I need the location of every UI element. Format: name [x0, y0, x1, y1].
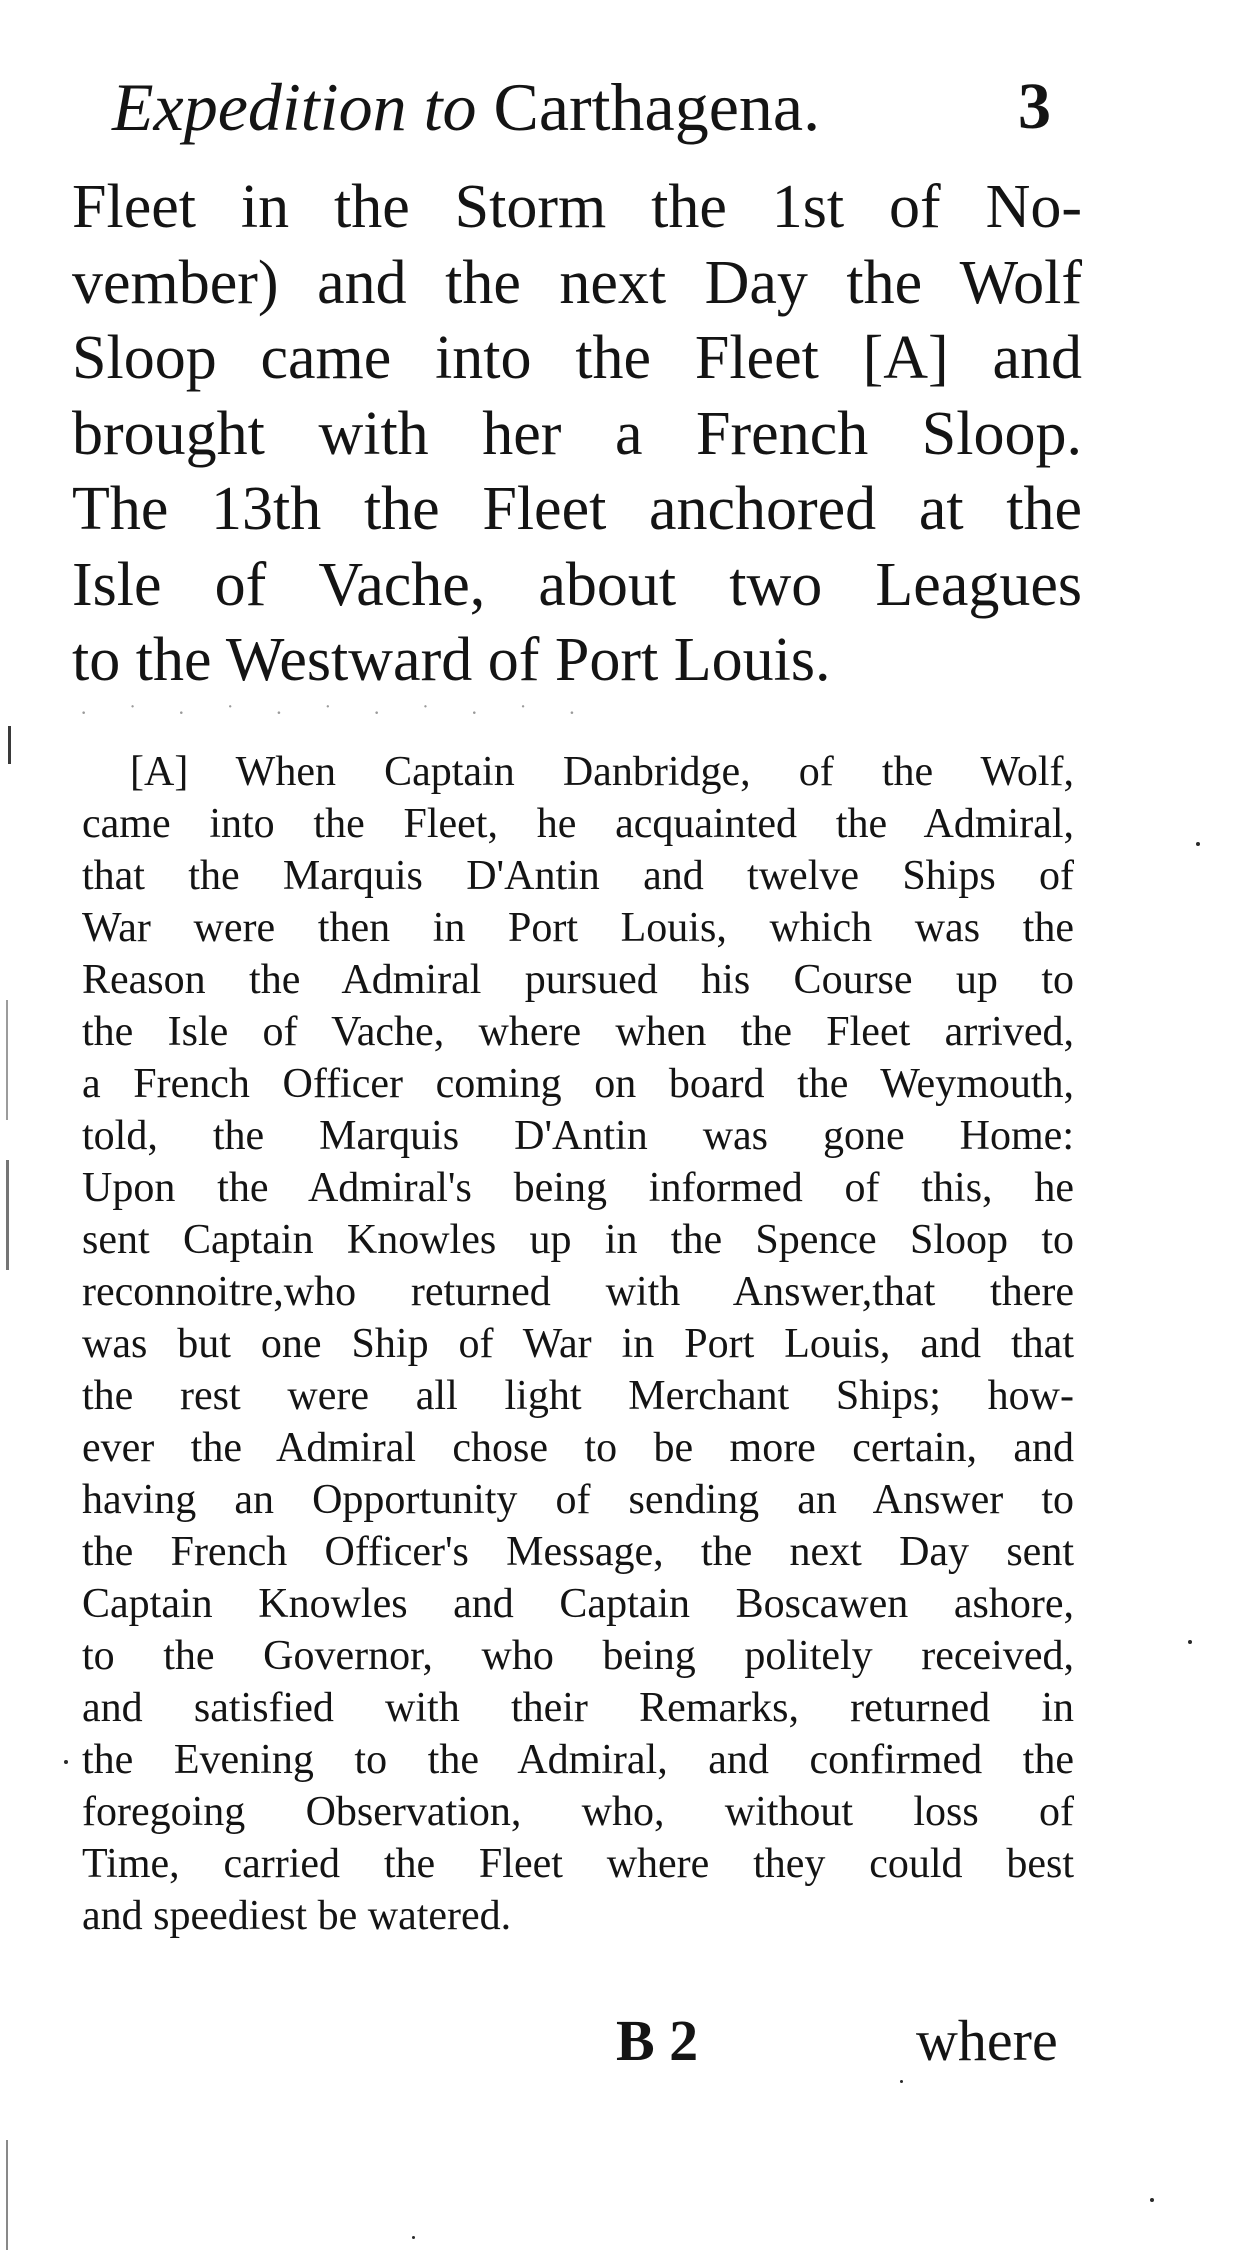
footnote-line: was but one Ship of War in Port Louis, and that [82, 1321, 1074, 1367]
margin-scan-mark [8, 726, 11, 764]
body-line: brought with her a French Sloop. [72, 399, 1082, 468]
footnote-line: Reason the Admiral pursued his Course up to [82, 957, 1074, 1003]
footnote-line: and satisfied with their Remarks, returned in [82, 1685, 1074, 1731]
margin-scan-mark [6, 2140, 8, 2250]
signature-mark: B 2 [616, 2008, 699, 2073]
footnote-line: reconnoitre,who returned with Answer,that there [82, 1269, 1074, 1315]
running-head-roman: Carthagena. [493, 69, 821, 145]
body-line: Sloop came into the Fleet [A] and [72, 324, 1082, 392]
footnote-line: War were then in Port Louis, which was the [82, 905, 1074, 951]
margin-scan-mark [6, 1160, 9, 1270]
print-bleed-dots: · ˙ · ˙ · ˙ · ˙ · ˙ · [80, 700, 594, 720]
running-head-italic: Expedition to [112, 69, 477, 145]
footnote-line: that the Marquis D'Antin and twelve Ships of [82, 853, 1074, 899]
footnote-line: came into the Fleet, he acquainted the Admiral, [82, 801, 1074, 847]
footnote-line: and speediest be watered. [82, 1893, 512, 1939]
footnote-line: told, the Marquis D'Antin was gone Home: [82, 1113, 1074, 1159]
body-line: Fleet in the Storm the 1st of No- [72, 173, 1082, 241]
body-line: vember) and the next Day the Wolf [72, 248, 1082, 317]
body-line: The 13th the Fleet anchored at the [72, 475, 1082, 543]
footnote-line: ever the Admiral chose to be more certain, and [82, 1425, 1074, 1471]
footnote [82, 746, 1074, 1942]
footnote-line: the Isle of Vache, where when the Fleet arrived, [82, 1009, 1074, 1055]
footnote-line: foregoing Observation, who, without loss of [82, 1789, 1074, 1835]
body-line: to the Westward of Port Louis. [72, 626, 831, 694]
footnote-line: the rest were all light Merchant Ships; how- [82, 1373, 1074, 1419]
body-line: Isle of Vache, about two Leagues [72, 550, 1082, 619]
footnote-line: [A] When Captain Danbridge, of the Wolf, [130, 749, 1074, 795]
footnote-line: the French Officer's Message, the next Day sent [82, 1529, 1074, 1575]
footnote-line: Upon the Admiral's being informed of this, he [82, 1165, 1074, 1211]
footnote-line: a French Officer coming on board the Weymouth, [82, 1061, 1074, 1107]
footnote-line: Time, carried the Fleet where they could best [82, 1841, 1074, 1887]
margin-scan-mark [6, 1000, 8, 1120]
running-head [112, 62, 1072, 152]
footnote-line: sent Captain Knowles up in the Spence Sloop to [82, 1217, 1074, 1263]
footnote-line: the Evening to the Admiral, and confirmed the [82, 1737, 1074, 1783]
footnote-line: Captain Knowles and Captain Boscawen ashore, [82, 1581, 1074, 1627]
page-number: 3 [1018, 70, 1051, 143]
catchword: where [916, 2008, 1058, 2073]
footnote-line: having an Opportunity of sending an Answer to [82, 1477, 1074, 1523]
body-paragraph [72, 170, 1082, 699]
footnote-line: to the Governor, who being politely received, [82, 1633, 1074, 1679]
